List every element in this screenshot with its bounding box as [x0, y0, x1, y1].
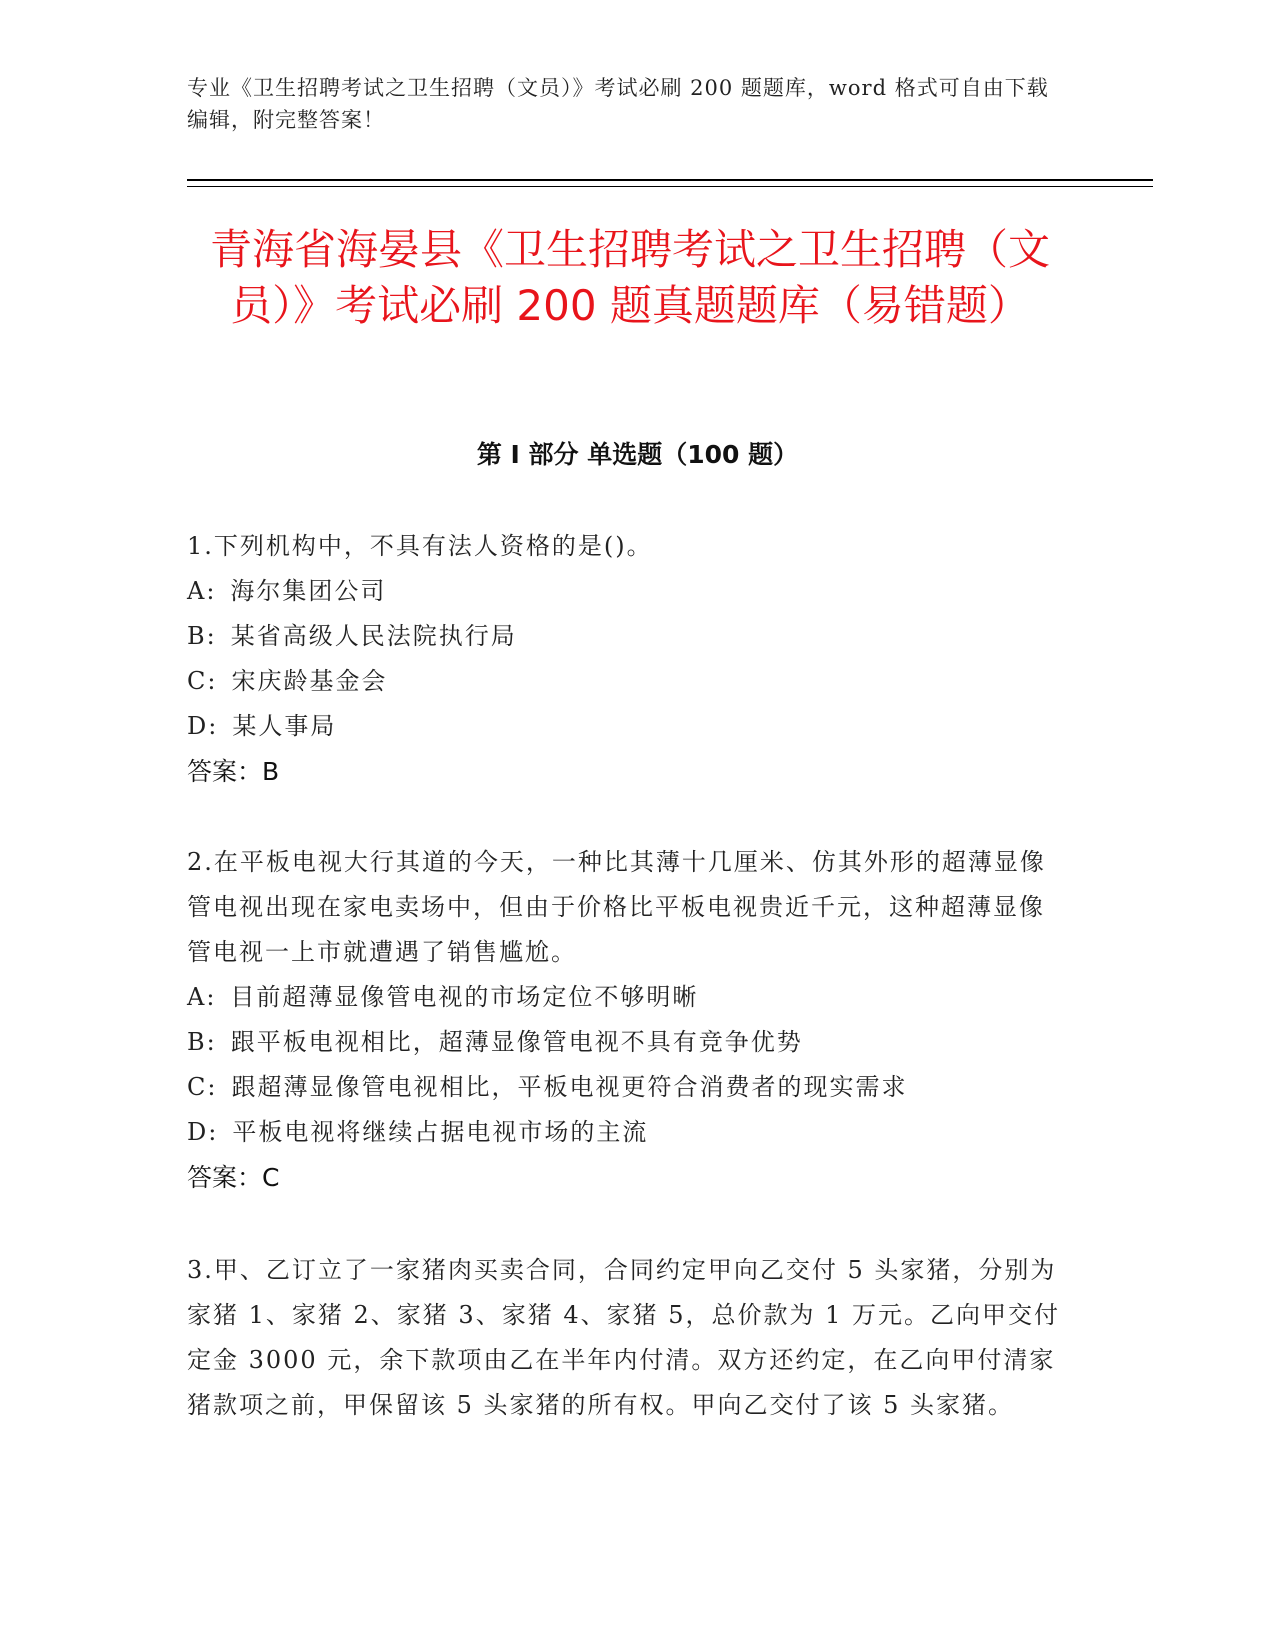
answer: 答案：C	[187, 1163, 280, 1192]
option-letter: D:	[187, 712, 219, 740]
option-text: 海尔集团公司	[230, 577, 387, 605]
option-letter: B:	[187, 622, 217, 650]
question-text: 3.甲、乙订立了一家猪肉买卖合同，合同约定甲向乙交付 5 头家猪，分别为家猪 1、家猪 2、家猪 3、家猪 4、家猪 5，总价款为 1 万元。乙向甲交付定金 3000 元，余下款项由乙在半年内付清。双方还约定，在乙向甲付清家猪款项之前，甲保留该 5 头家猪的所有权。甲向乙交付了该 5 头家猪。	[187, 1256, 1061, 1419]
option-d	[187, 704, 1067, 749]
header-note: 专业《卫生招聘考试之卫生招聘（文员）》考试必刷 200 题题库，word 格式可自由下载编辑，附完整答案！	[187, 76, 1049, 132]
option-a	[187, 975, 1067, 1020]
option-a	[187, 569, 1067, 614]
option-text: 宋庆龄基金会	[231, 667, 388, 695]
option-c	[187, 1065, 1067, 1110]
option-text: 平板电视将继续占据电视市场的主流	[232, 1118, 649, 1146]
option-text: 跟平板电视相比，超薄显像管电视不具有竞争优势	[230, 1028, 803, 1056]
header-divider-thin	[187, 186, 1153, 187]
header-divider-thick	[187, 179, 1153, 181]
answer: 答案：B	[187, 757, 280, 786]
option-letter: A:	[187, 983, 217, 1011]
option-c	[187, 659, 1067, 704]
option-letter: A:	[187, 577, 217, 605]
option-letter: C:	[187, 1073, 218, 1101]
option-letter: D:	[187, 1118, 219, 1146]
option-text: 跟超薄显像管电视相比，平板电视更符合消费者的现实需求	[231, 1073, 908, 1101]
option-b	[187, 614, 1067, 659]
question-1	[187, 524, 1067, 794]
section-heading: 第 I 部分 单选题（100 题）	[476, 440, 799, 469]
question-text: 1.下列机构中，不具有法人资格的是()。	[187, 532, 653, 560]
option-text: 目前超薄显像管电视的市场定位不够明晰	[230, 983, 699, 1011]
option-text: 某人事局	[232, 712, 337, 740]
question-text: 2.在平板电视大行其道的今天，一种比其薄十几厘米、仿其外形的超薄显像管电视出现在家电卖场中，但由于价格比平板电视贵近千元，这种超薄显像管电视一上市就遭遇了销售尴尬。	[187, 848, 1046, 966]
option-b	[187, 1020, 1067, 1065]
question-3	[187, 1248, 1067, 1428]
option-letter: C:	[187, 667, 218, 695]
option-text: 某省高级人民法院执行局	[230, 622, 517, 650]
option-d	[187, 1110, 1067, 1155]
question-2	[187, 840, 1067, 1200]
document-title: 青海省海晏县《卫生招聘考试之卫生招聘（文员）》考试必刷 200 题真题题库（易错题）	[209, 225, 1050, 330]
option-letter: B:	[187, 1028, 217, 1056]
